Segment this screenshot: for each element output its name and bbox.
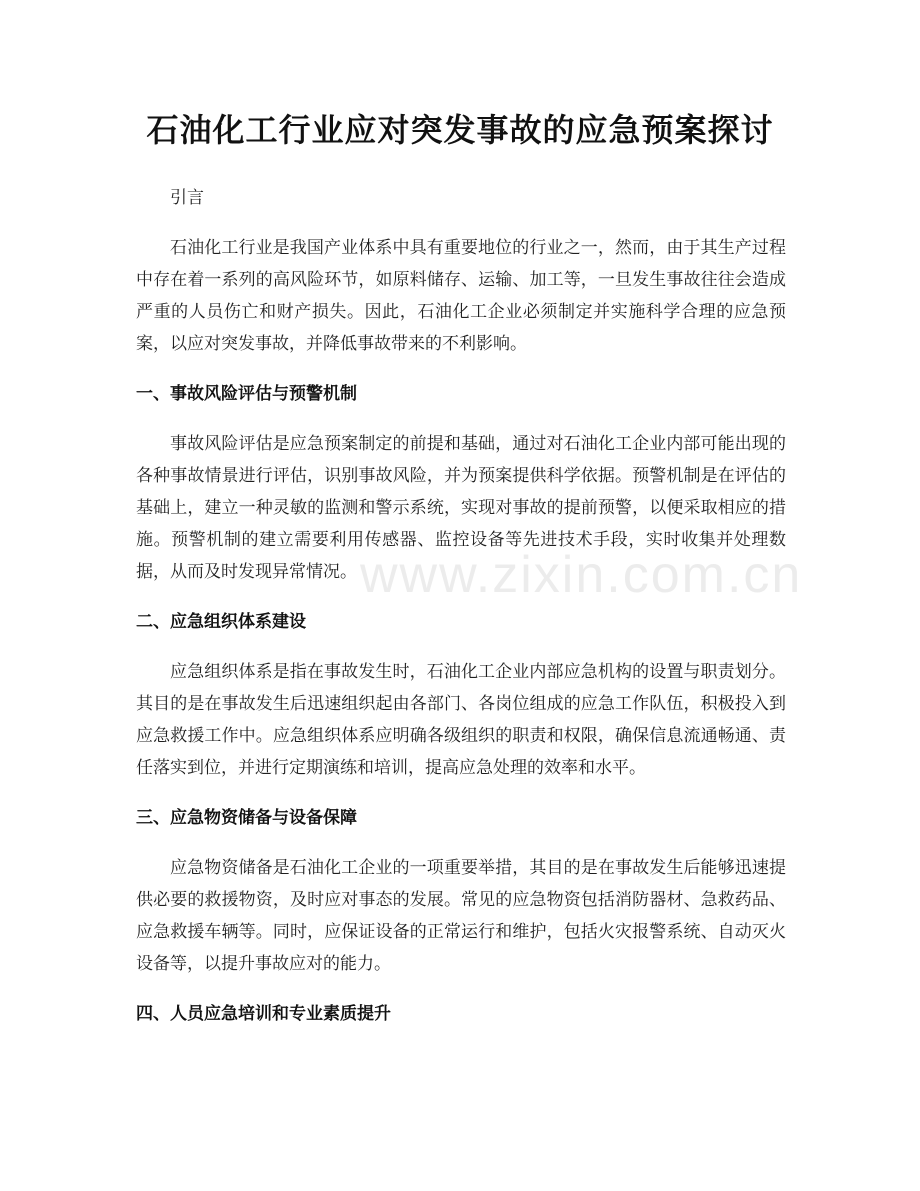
section-heading-1: 一、事故风险评估与预警机制 [136,384,357,404]
section-heading-4: 四、人员应急培训和专业素质提升 [136,1004,391,1024]
section-paragraph-2: 应急组织体系是指在事故发生时，石油化工企业内部应急机构的设置与职责划分。其目的是在事故发生后迅速组织起由各部门、各岗位组成的应急工作队伍，积极投入到应急救援工作中。应急组织体系应明确各级组织的职责和权限，确保信息流通畅通、责任落实到位，并进行定期演练和培训，提高应急处理的效率和水平。 [136,662,786,778]
document-body [136,182,786,1048]
section-heading-3: 三、应急物资储备与设备保障 [136,808,357,828]
watermark: www.zixin.com.cn [360,546,803,604]
section-paragraph-1: 事故风险评估是应急预案制定的前提和基础，通过对石油化工企业内部可能出现的各种事故情景进行评估，识别事故风险，并为预案提供科学依据。预警机制是在评估的基础上，建立一种灵敏的监测和警示系统，实现对事故的提前预警，以便采取相应的措施。预警机制的建立需要利用传感器、监控设备等先进技术手段，实时收集并处理数据，从而及时发现异常情况。 [136,434,786,582]
intro-paragraph: 石油化工行业是我国产业体系中具有重要地位的行业之一，然而，由于其生产过程中存在着一系列的高风险环节，如原料储存、运输、加工等，一旦发生事故往往会造成严重的人员伤亡和财产损失。因此，石油化工企业必须制定并实施科学合理的应急预案，以应对突发事故，并降低事故带来的不利影响。 [136,238,786,354]
section-heading-2: 二、应急组织体系建设 [136,612,306,632]
document-title: 石油化工行业应对突发事故的应急预案探讨 [146,111,774,149]
section-paragraph-3: 应急物资储备是石油化工企业的一项重要举措，其目的是在事故发生后能够迅速提供必要的救援物资，及时应对事态的发展。常见的应急物资包括消防器材、急救药品、应急救援车辆等。同时，应保证设备的正常运行和维护，包括火灾报警系统、自动灭火设备等，以提升事故应对的能力。 [136,858,786,974]
intro-label: 引言 [170,188,204,208]
